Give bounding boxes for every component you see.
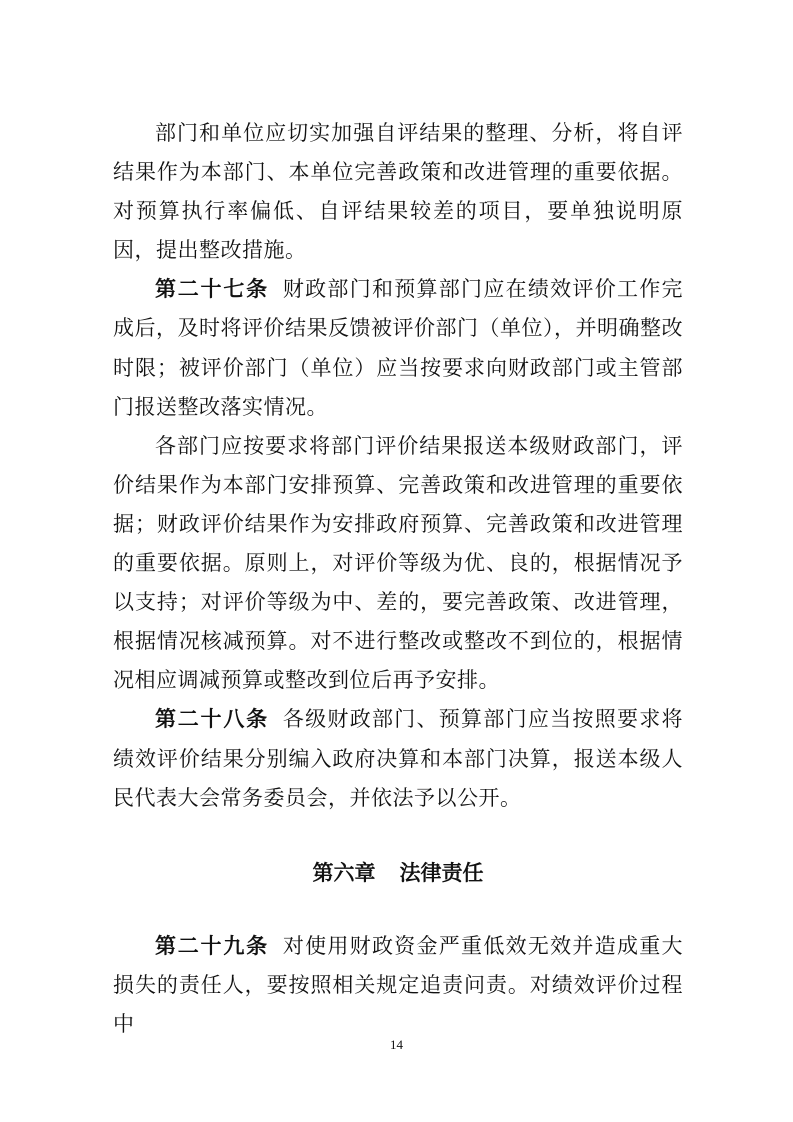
body-text-bottom <box>113 927 683 1044</box>
paragraph-text: 财政部门和预算部门应在绩效评价工作完成后，及时将评价结果反馈被评价部门（单位），并明确整改时限；被评价部门（单位）应当按要求向财政部门或主管部门报送整改落实情况。 <box>113 277 684 419</box>
paragraph-department-results <box>113 427 683 701</box>
paragraph-article-27 <box>113 270 683 426</box>
paragraph-text: 对使用财政资金严重低效无效并造成重大损失的责任人，要按照相关规定追责问责。对绩效评价过程中 <box>113 934 684 1037</box>
paragraph-text: 各部门应按要求将部门评价结果报送本级财政部门，评价结果作为本部门安排预算、完善政策和改进管理的重要依据；财政评价结果作为安排政府预算、完善政策和改进管理的重要依据。原则上，对评价等级为优、良的，根据情况予以支持；对评价等级为中、差的，要完善政策、改进管理，根据情况核减预算。对不进行整改或整改不到位的，根据情况相应调减预算或整改到位后再予安排。 <box>113 433 683 693</box>
article-number: 第二十八条 <box>155 707 269 732</box>
paragraph-text: 各级财政部门、预算部门应当按照要求将绩效评价结果分别编入政府决算和本部门决算，报送本级人民代表大会常务委员会，并依法予以公开。 <box>113 707 684 810</box>
article-number: 第二十七条 <box>155 277 269 302</box>
body-text-top <box>113 114 683 818</box>
paragraph-article-28 <box>113 700 683 817</box>
article-number: 第二十九条 <box>155 934 269 958</box>
paragraph-article-29 <box>113 927 683 1044</box>
chapter-heading <box>113 854 683 893</box>
paragraph-self-evaluation-results <box>113 114 683 270</box>
paragraph-text: 部门和单位应切实加强自评结果的整理、分析，将自评结果作为本部门、本单位完善政策和改进管理的重要依据。对预算执行率偏低、自评结果较差的项目，要单独说明原因，提出整改措施。 <box>113 121 683 263</box>
chapter-title: 法律责任 <box>399 861 484 885</box>
page-number: 14 <box>390 1037 403 1052</box>
chapter-number: 第六章 <box>312 861 376 885</box>
